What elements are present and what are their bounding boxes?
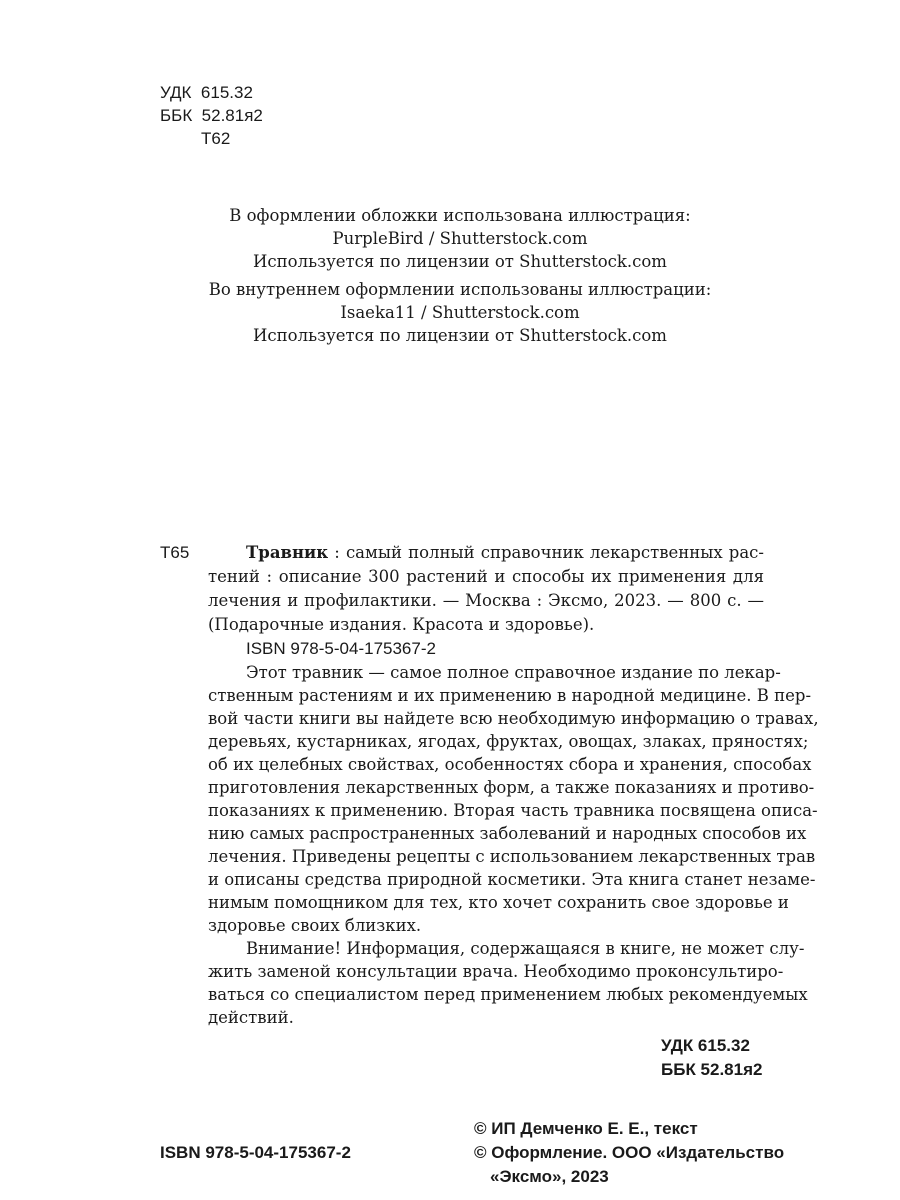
udk-label: УДК	[160, 83, 192, 102]
author-sign-top: Т62	[201, 129, 231, 148]
record-line-3: лечения и профилактики. — Москва : Эксмо, 2023. — 800 с. —	[208, 591, 764, 610]
interior-credit-line-3: Используется по лицензии от Shutterstock.com	[253, 326, 667, 345]
cover-credit-line-3: Используется по лицензии от Shutterstock.com	[253, 252, 667, 271]
warning-line: жить заменой консультации врача. Необходимо проконсультиро-	[208, 962, 784, 981]
annotation-line: ственным растениям и их применению в народной медицине. В пер-	[208, 686, 812, 705]
author-sign: Т65	[160, 543, 190, 562]
record-line-1	[246, 542, 764, 563]
annotation-line: здоровье своих близких.	[208, 916, 422, 935]
annotation-line: и описаны средства природной косметики. Эта книга станет незаме-	[208, 870, 816, 889]
bbk-bottom: ББК 52.81я2	[661, 1060, 763, 1079]
copyright-publisher: «Эксмо», 2023	[490, 1167, 609, 1186]
book-title: Травник	[246, 543, 329, 562]
record-line-1-rest: : самый полный справочник лекарственных рас-	[334, 543, 764, 562]
cover-credit-line-1: В оформлении обложки использована иллюстрация:	[229, 206, 691, 225]
record-line-2: тений : описание 300 растений и способы их применения для	[208, 567, 764, 586]
annotation-line: об их целебных свойствах, особенностях сбора и хранения, способах	[208, 755, 812, 774]
udk-top	[160, 82, 253, 103]
annotation-line: нимым помощником для тех, кто хочет сохранить свое здоровье и	[208, 893, 789, 912]
footer-isbn: ISBN 978-5-04-175367-2	[160, 1143, 351, 1162]
udk-bottom: УДК 615.32	[661, 1036, 750, 1055]
cover-credit-line-2: PurpleBird / Shutterstock.com	[332, 229, 588, 248]
record-isbn: ISBN 978-5-04-175367-2	[246, 639, 436, 658]
warning-line: действий.	[208, 1008, 294, 1027]
annotation-line: вой части книги вы найдете всю необходимую информацию о травах,	[208, 709, 819, 728]
bbk-top	[160, 105, 263, 126]
warning-line: Внимание! Информация, содержащаяся в книге, не может слу-	[246, 939, 805, 958]
bbk-label: ББК	[160, 106, 193, 125]
annotation-line: Этот травник — самое полное справочное издание по лекар-	[246, 663, 781, 682]
interior-credit-line-1: Во внутреннем оформлении использованы иллюстрации:	[208, 280, 712, 299]
annotation-line: приготовления лекарственных форм, а также показаниях и противо-	[208, 778, 815, 797]
annotation-line: показаниях к применению. Вторая часть травника посвящена описа-	[208, 801, 818, 820]
copyright-design: © Оформление. ООО «Издательство	[474, 1143, 785, 1162]
udk-value: 615.32	[200, 83, 253, 102]
record-line-4: (Подарочные издания. Красота и здоровье).	[208, 615, 595, 634]
annotation-line: нию самых распространенных заболеваний и народных способов их	[208, 824, 807, 843]
annotation-line: деревьях, кустарниках, ягодах, фруктах, овощах, злаках, пряностях;	[208, 732, 809, 751]
copyright-text: © ИП Демченко Е. Е., текст	[474, 1119, 698, 1138]
warning-line: ваться со специалистом перед применением любых рекомендуемых	[208, 985, 808, 1004]
bbk-value: 52.81я2	[201, 106, 263, 125]
interior-credit-line-2: Isaeka11 / Shutterstock.com	[340, 303, 580, 322]
annotation-line: лечения. Приведены рецепты с использованием лекарственных трав	[208, 847, 816, 866]
